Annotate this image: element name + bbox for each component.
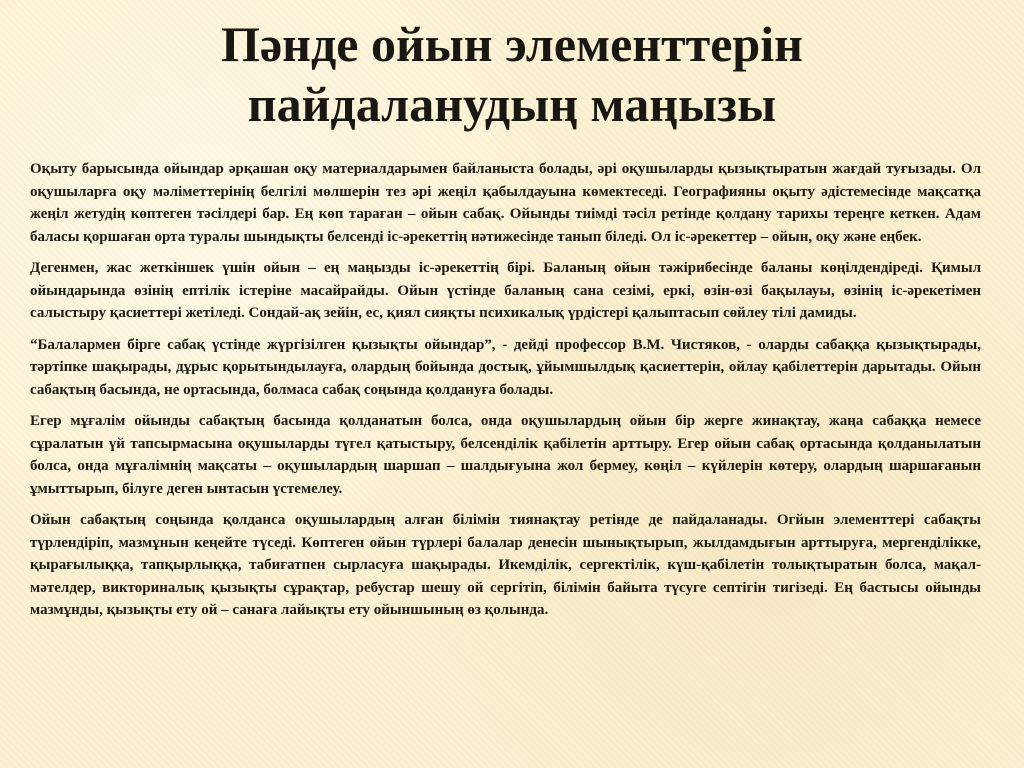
slide-title [0, 0, 1024, 134]
paragraph-3: “Балалармен бірге сабақ үстінде жүргізілген қызықты ойындар”, - дейді профессор В.М. Чистяков, - оларды сабаққа қызықтырады, тәртіпке шақырады, дұрыс қорытындылауға, олардың бойында достық, ұйымшылдық қасиеттерін, ойлау қабілеттерін дарытады. Ойын сабақтың басында, не ортасында, болмаса сабақ соңында қолдануға болады. [30, 336, 981, 398]
paragraph-1: Оқыту барысында ойындар әрқашан оқу материалдарымен байланыста болады, әрі оқушыларды қызықтыратын жағдай туғызады. Ол оқушыларға оқу мәліметтерінің белгілі мөлшерін тез әрі жеңіл қабылдауына көмектеседі. Географияны оқыту әдістемесінде мақсатқа жеңіл жетудің көптеген тәсілдері бар. Ең көп тараған – ойын сабақ. Ойынды тиімді тәсіл ретінде қолдану тарихы тереңге кеткен. Адам баласы қоршаған орта туралы шындықты белсенді іс-әрекеттің нәтижесінде танып біледі. Ол іс-әрекеттер – ойын, оқу және еңбек. [30, 161, 981, 245]
slide-title-line-1: Пәнде ойын элементтерін [221, 16, 803, 72]
paragraph-5: Ойын сабақтың соңында қолданса оқушылардың алған білімін тиянақтау ретінде де пайдаланады. Огйын элементтері сабақты түрлендіріп, мазмұнын кеңейте түседі. Көптеген ойын түрлері балалар денесін шынықтырып, жылдамдығын арттыруға, мергенділікке, қырағылыққа, тапқырлыққа, табиғатпен сырласуға шақырады. Икемділік, сергектілік, күш-қабілетін толықтыратын болса, мақал-мәтелдер, викториналық қызықты сұрақтар, ребустар шешу ой сергітіп, білімін байыта түсуге септігін тигізеді. Ең бастысы ойынды мазмұнды, қызықты ету ой – санаға лайықты ету ойыншының өз қолында. [30, 512, 981, 618]
slide-title-line-2: пайдаланудың маңызы [247, 76, 777, 132]
slide-body [30, 158, 981, 631]
paragraph-2: Дегенмен, жас жеткіншек үшін ойын – ең маңызды іс-әрекеттің бірі. Баланың ойын тәжірибесінде баланы көңілдендіреді. Қимыл ойындарында өзінің ептілік істеріне масайрайды. Ойын үстінде баланың сана сезімі, еркі, өзін-өзі бақылауы, өзінің іс-әрекетімен салыстыру қасиеттері жетіледі. Сондай-ақ зейін, ес, қиял сияқты психикалық үрдістері қалыптасып сөйлеу тілі дамиды. [30, 260, 981, 321]
paragraph-4: Егер мұғалім ойынды сабақтың басында қолданатын болса, онда оқушылардың ойын бір жерге жинақтау, жаңа сабаққа немесе сұралатын үй тапсырмасына оқушыларды түгел қатыстыру, белсенділік қабілетін арттыру. Егер ойын сабақ ортасында қолданылатын болса, онда мұғалімнің мақсаты – оқушылардың шаршап – шалдығуына жол бермеу, көңіл – күйлерін көтеру, олардың шаршағанын ұмыттырып, білуге деген ынтасын үстемелеу. [30, 413, 981, 497]
